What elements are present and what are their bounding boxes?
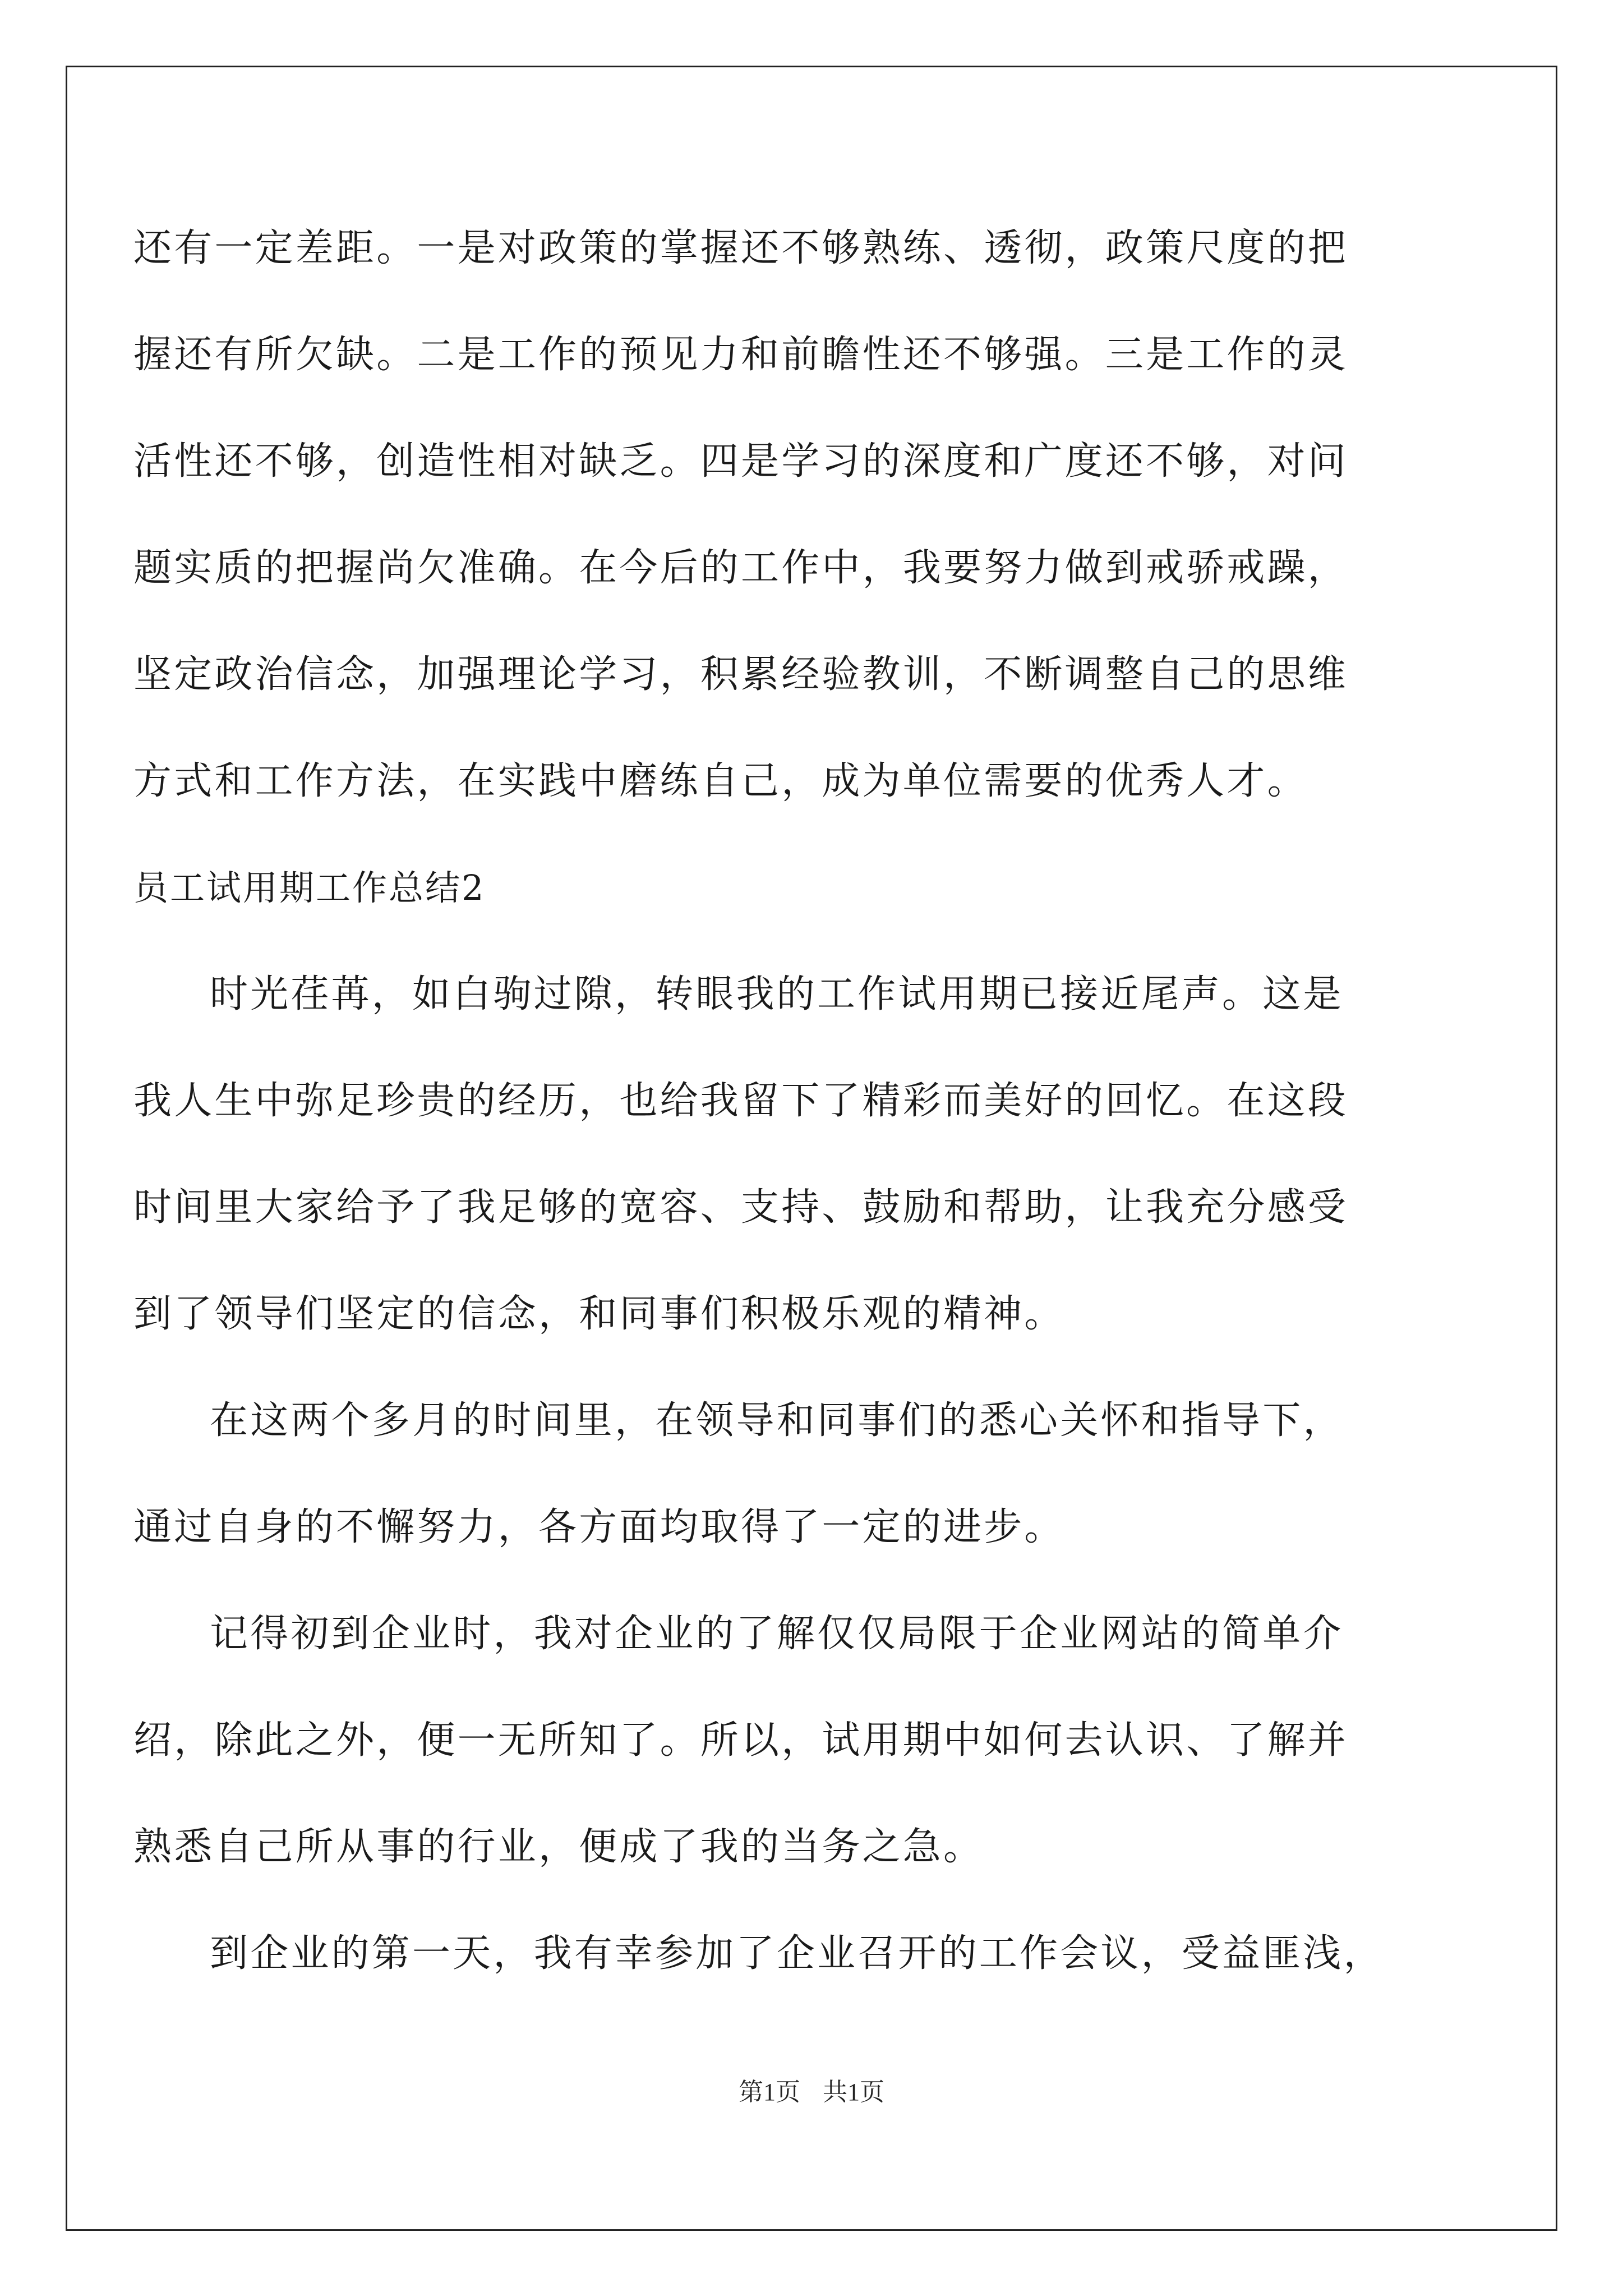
paragraph-line: 通过自身的不懈努力，各方面均取得了一定的进步。: [133, 1505, 1065, 1549]
paragraph-line: 我人生中弥足珍贵的经历，也给我留下了精彩而美好的回忆。在这段: [133, 1079, 1349, 1123]
paragraph-line: 时间里大家给予了我足够的宽容、支持、鼓励和帮助，让我充分感受: [133, 1185, 1349, 1230]
page-footer: [0, 2076, 1623, 2109]
page-total: 共1页: [823, 2078, 884, 2106]
paragraph-line: 熟悉自己所从事的行业，便成了我的当务之急。: [133, 1825, 984, 1869]
paragraph-line: 还有一定差距。一是对政策的掌握还不够熟练、透彻，政策尺度的把: [133, 226, 1349, 270]
paragraph-line: 坚定政治信念，加强理论学习，积累经验教训，不断调整自己的思维: [133, 652, 1349, 697]
paragraph-line: 题实质的把握尚欠准确。在今后的工作中，我要努力做到戒骄戒躁，: [133, 546, 1349, 590]
paragraph-line: 记得初到企业时，我对企业的了解仅仅局限于企业网站的简单介: [210, 1612, 1344, 1656]
paragraph-line: 到了领导们坚定的信念，和同事们积极乐观的精神。: [133, 1292, 1065, 1336]
page-border: [66, 66, 1557, 2231]
paragraph-line: 方式和工作方法，在实践中磨练自己，成为单位需要的优秀人才。: [133, 759, 1308, 803]
paragraph-line: 在这两个多月的时间里，在领导和同事们的悉心关怀和指导下，: [210, 1398, 1344, 1443]
paragraph-line: 到企业的第一天，我有幸参加了企业召开的工作会议，受益匪浅，: [210, 1931, 1384, 1976]
page-number: 第1页: [739, 2078, 800, 2106]
section-heading: 员工试用期工作总结2: [133, 867, 486, 908]
paragraph-line: 绍，除此之外，便一无所知了。所以，试用期中如何去认识、了解并: [133, 1718, 1349, 1763]
paragraph-line: 握还有所欠缺。二是工作的预见力和前瞻性还不够强。三是工作的灵: [133, 333, 1349, 377]
paragraph-line: 活性还不够，创造性相对缺乏。四是学习的深度和广度还不够，对问: [133, 439, 1349, 484]
paragraph-line: 时光荏苒，如白驹过隙，转眼我的工作试用期已接近尾声。这是: [210, 972, 1344, 1016]
